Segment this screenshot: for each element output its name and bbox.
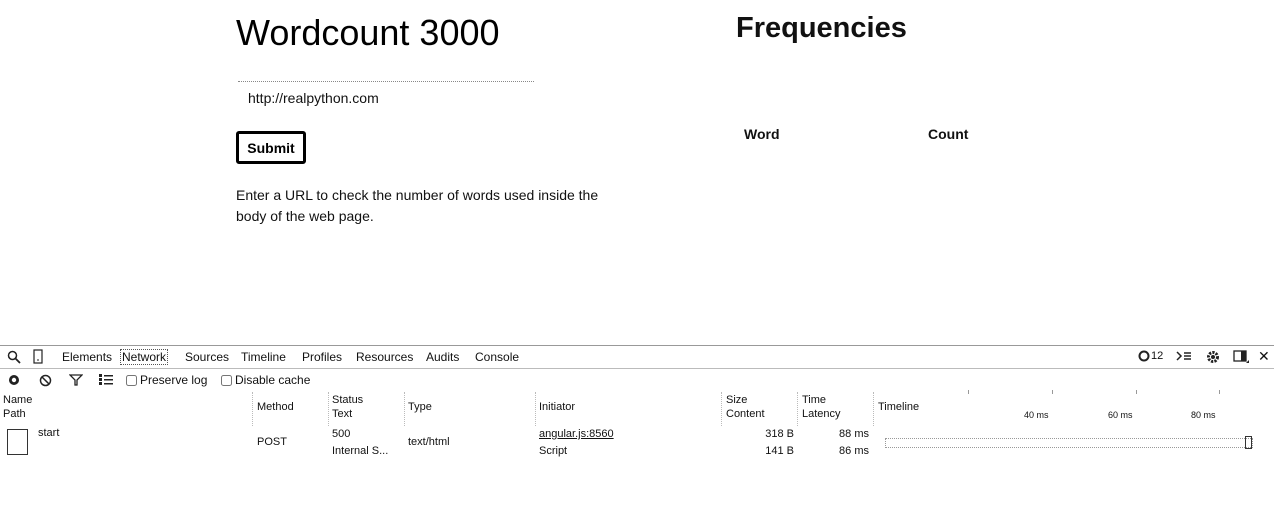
error-icon[interactable] [1138,350,1150,365]
disable-cache-checkbox[interactable] [221,373,310,387]
help-text: Enter a URL to check the number of words used inside the body of the web page. [236,187,599,224]
frequencies-title: Frequencies [736,12,907,44]
inspect-search-icon[interactable] [7,350,21,367]
request-time: 88 ms [839,428,869,440]
column-divider [797,392,798,426]
column-divider [252,392,253,426]
console-drawer-icon[interactable] [1176,349,1192,366]
header-text-label: Text [332,408,353,420]
preserve-log-input[interactable] [126,375,137,386]
clear-icon[interactable] [39,374,52,390]
table-row[interactable] [0,426,1274,462]
timeline-tick: 80 ms [1191,410,1216,420]
tab-resources[interactable]: Resources [356,350,414,364]
disable-cache-label: Disable cache [235,373,311,387]
timeline-tick: 60 ms [1108,410,1133,420]
record-icon[interactable] [8,374,20,389]
preserve-log-label: Preserve log [140,373,208,387]
close-icon[interactable]: ✕ [1258,348,1270,364]
tab-timeline[interactable]: Timeline [241,350,286,364]
waterfall-bar[interactable] [885,438,1253,448]
gear-icon[interactable] [1205,349,1221,368]
word-column-header: Word [744,126,780,142]
header-time-label: Time [802,394,827,406]
request-latency: 86 ms [839,445,869,457]
error-count[interactable]: 12 [1151,350,1164,362]
header-name-label: Name [3,394,33,406]
timeline-gridline [968,390,969,394]
header-path-label: Path [3,408,26,420]
device-mode-icon[interactable] [33,349,43,367]
submit-button[interactable]: Submit [236,131,306,164]
tab-audits[interactable]: Audits [426,350,460,364]
preserve-log-checkbox[interactable] [126,373,207,387]
page-title: Wordcount 3000 [236,12,500,53]
tab-network[interactable]: Network [122,350,167,364]
initiator-type: Script [539,445,568,457]
column-divider [721,392,722,426]
header-latency-label: Latency [802,408,841,420]
column-divider [404,392,405,426]
tab-elements[interactable]: Elements [62,350,113,364]
header-size-label: Size [726,394,748,406]
request-content-size: 141 B [765,445,794,457]
header-name[interactable] [3,393,32,421]
network-table-header [0,390,1274,426]
request-status: 500 [332,428,351,440]
tab-sources[interactable]: Sources [185,350,230,364]
timeline-gridline [1136,390,1137,394]
header-size[interactable] [726,393,765,421]
tab-console[interactable]: Console [475,350,520,364]
header-timeline[interactable]: Timeline [878,401,920,413]
tab-profiles[interactable]: Profiles [302,350,343,364]
header-type[interactable]: Type [408,401,432,413]
devtools-panel [0,345,1274,520]
list-view-icon[interactable] [99,374,113,388]
network-toolbar [0,369,1274,391]
header-method[interactable]: Method [257,401,294,413]
timeline-gridline [1219,390,1220,394]
devtools-tabbar [0,346,1274,369]
initiator-link[interactable]: angular.js:8560 [539,428,614,440]
waterfall-bar-end[interactable] [1245,436,1252,449]
header-initiator[interactable]: Initiator [539,401,576,413]
header-status-label: Status [332,394,364,406]
count-column-header: Count [928,126,969,142]
document-icon [7,429,28,455]
filter-icon[interactable] [69,374,83,389]
header-time[interactable] [802,393,841,421]
dock-side-icon[interactable] [1233,350,1249,367]
column-divider [873,392,874,426]
url-input[interactable] [238,81,534,113]
request-name[interactable]: start [38,427,60,439]
column-divider [328,392,329,426]
column-divider [535,392,536,426]
request-method: POST [257,436,287,448]
header-status[interactable] [332,393,363,421]
disable-cache-input[interactable] [221,375,232,386]
timeline-tick: 40 ms [1024,410,1049,420]
request-type: text/html [408,436,450,448]
request-size: 318 B [765,428,794,440]
request-status-text: Internal S... [332,445,389,457]
header-content-label: Content [726,408,765,420]
timeline-gridline [1052,390,1053,394]
